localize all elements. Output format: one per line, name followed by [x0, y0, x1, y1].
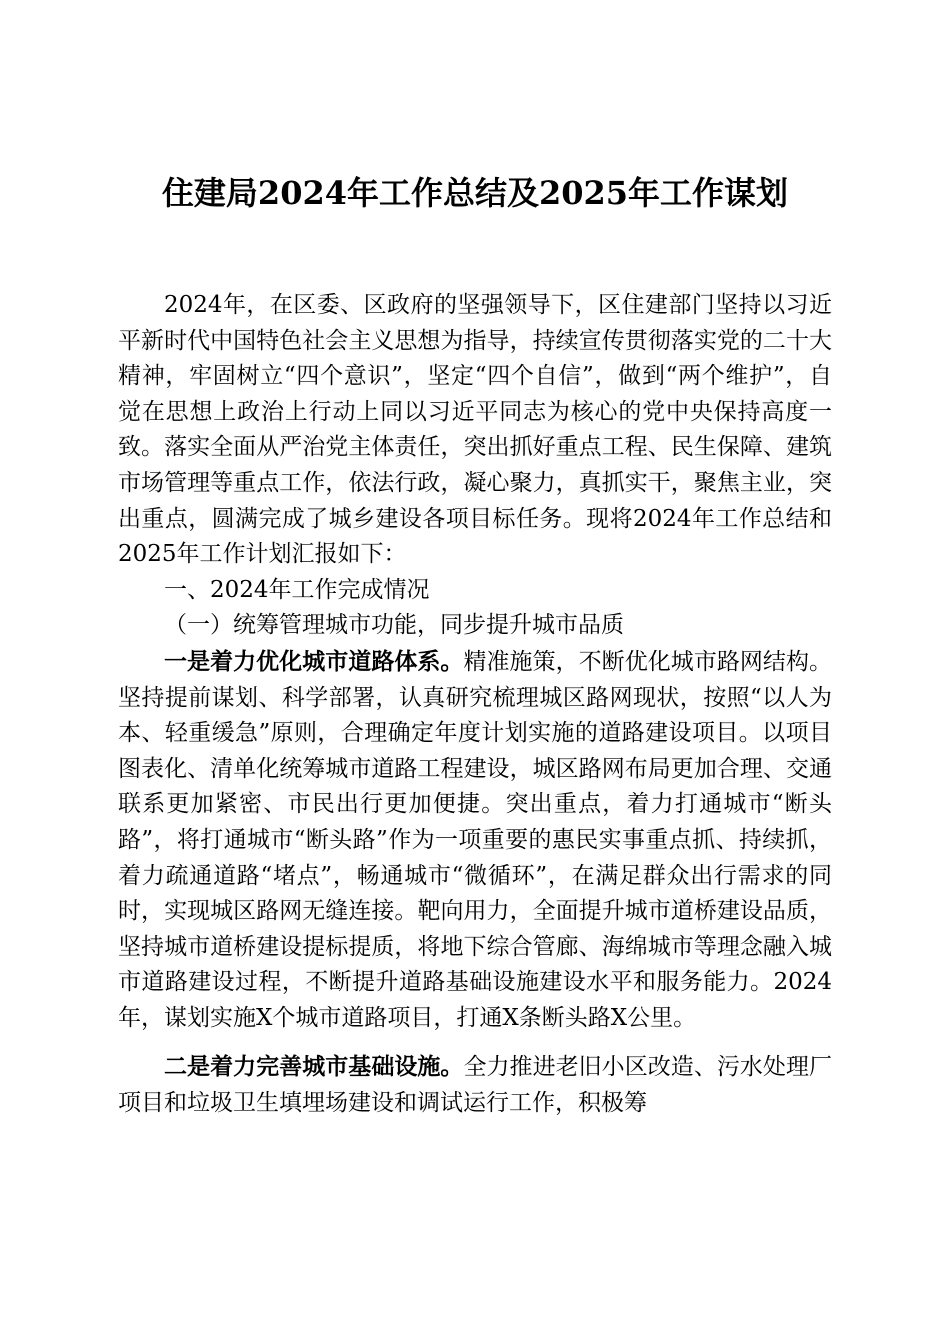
item-paragraph-2: [118, 1049, 832, 1121]
intro-paragraph: 2024年，在区委、区政府的坚强领导下，区住建部门坚持以习近平新时代中国特色社会主义思想为指导，持续宣传贯彻落实党的二十大精神，牢固树立“四个意识”，坚定“四个自信”，做到“两个维护”，自觉在思想上政治上行动上同以习近平同志为核心的党中央保持高度一致。落实全面从严治党主体责任，突出抓好重点工程、民生保障、建筑市场管理等重点工作，依法行政，凝心聚力，真抓实干，聚焦主业，突出重点，圆满完成了城乡建设各项目标任务。现将2024年工作总结和2025年工作计划汇报如下：: [118, 292, 832, 568]
section-heading: 一、2024年工作完成情况: [164, 576, 430, 603]
document-title: 住建局2024年工作总结及2025年工作谋划: [161, 174, 789, 212]
document-body: [118, 288, 832, 1122]
item-lead-2: 二是着力完善城市基础设施。: [164, 1053, 464, 1081]
item-text-1: 精准施策，不断优化城市路网结构。坚持提前谋划、科学部署，认真研究梳理城区路网现状，按照“以人为本、轻重缓急”原则，合理确定年度计划实施的道路建设项目。以项目图表化、清单化统筹城市道路工程建设，城区路网布局更加合理、交通联系更加紧密、市民出行更加便捷。突出重点，着力打通城市“断头路”，将打通城市“断头路”作为一项重要的惠民实事重点抓、持续抓，着力疏通道路“堵点”，畅通城市“微循环”，在满足群众出行需求的同时，实现城区路网无缝连接。靶向用力，全面提升城市道桥建设品质，坚持城市道桥建设提标提质，将地下综合管廊、海绵城市等理念融入城市道路建设过程，不断提升道路基础设施建设水平和服务能力。2024年，谋划实施X个城市道路项目，打通X条断头路X公里。: [118, 648, 833, 1031]
item-lead-1: 一是着力优化城市道路体系。: [164, 647, 464, 675]
subsection-heading: （一）统筹管理城市功能，同步提升城市品质: [164, 612, 624, 639]
item-text-2: 全力推进老旧小区改造、污水处理厂项目和垃圾卫生填埋场建设和调试运行工作，积极筹: [118, 1054, 833, 1117]
item-paragraph-1: [118, 644, 832, 1037]
